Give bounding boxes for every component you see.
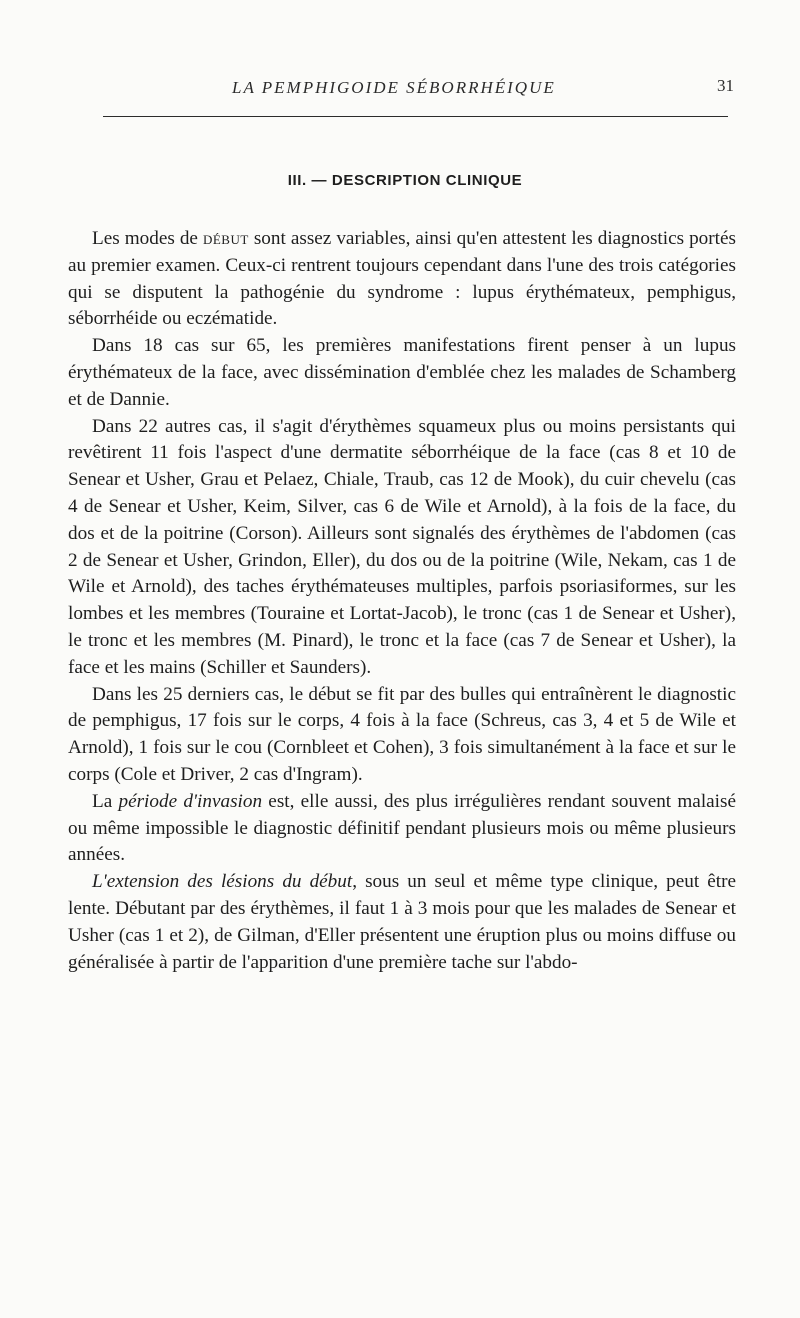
paragraph-6-italic: L'extension des lésions du début xyxy=(92,871,353,893)
header-rule xyxy=(103,116,728,117)
paragraph-5-start: La xyxy=(92,790,119,812)
paragraph-5-rest: est, elle aussi, des plus irrégulières rendant souvent malaisé ou même impossible le diagnostic définitif pendant plusieurs mois ou même plusieurs années. xyxy=(68,790,736,866)
paragraph-1-smallcaps: début xyxy=(202,228,249,249)
paragraph-1 xyxy=(68,226,736,333)
running-title: LA PEMPHIGOIDE SÉBORRHÉIQUE xyxy=(232,78,556,97)
paragraph-2: Dans 18 cas sur 65, les premières manifestations firent penser à un lupus érythémateux de la face, avec dissémination d'emblée chez les malades de Schamberg et de Dannie. xyxy=(68,335,736,410)
page-number: 31 xyxy=(717,76,734,95)
paragraph-3: Dans 22 autres cas, il s'agit d'érythèmes squameux plus ou moins persistants qui revêtirent 11 fois l'aspect d'une dermatite séborrhéique de la face (cas 8 et 10 de Senear et Usher, Grau et Pelaez, Chiale, Traub, cas 12 de Mook), du cuir chevelu (cas 4 de Senear et Usher, Keim, Silver, cas 6 de Wile et Arnold), à la fois de la face, du dos et de la poitrine (Corson). Ailleurs sont signalés des érythèmes de l'abdomen (cas 2 de Senear et Usher, Grindon, Eller), du dos ou de la poitrine (Wile, Nekam, cas 1 de Wile et Arnold), des taches érythémateuses multiples, parfois psoriasiformes, sur les lombes et les membres (Touraine et Lortat-Jacob), le tronc (cas 1 de Senear et Usher), le tronc et les membres (M. Pinard), le tronc et la face (cas 7 de Senear et Usher), la face et les mains (Schiller et Saunders). xyxy=(68,415,736,678)
section-heading-text: III. — DESCRIPTION CLINIQUE xyxy=(287,172,523,189)
running-header xyxy=(0,78,800,104)
paragraph-5-italic: période d'invasion xyxy=(118,790,263,812)
paragraph-5 xyxy=(68,789,736,869)
paragraph-6 xyxy=(68,869,736,976)
paragraph-4: Dans les 25 derniers cas, le début se fit par des bulles qui entraînèrent le diagnostic de pemphigus, 17 fois sur le corps, 4 fois à la face (Schreus, cas 3, 4 et 5 de Wile et Arnold), 1 fois sur le cou (Cornbleet et Cohen), 3 fois simultanément à la face et sur le corps (Cole et Driver, 2 cas d'Ingram). xyxy=(68,683,736,785)
paragraph-1-start: Les modes de xyxy=(92,228,203,249)
section-heading xyxy=(0,172,800,189)
paragraph-1-rest: sont assez variables, ainsi qu'en attestent les diagnostics portés au premier examen. Ceux-ci rentrent toujours cependant dans l'une des trois catégories qui se disputent la pathogénie du syndrome : lupus érythémateux, pemphigus, séborrhéide ou eczématide. xyxy=(68,228,736,330)
paragraph-6-rest: , sous un seul et même type clinique, peut être lente. Débutant par des érythèmes, il faut 1 à 3 mois pour que les malades de Senear et Usher (cas 1 et 2), de Gilman, d'Eller présentent une éruption plus ou moins diffuse ou généralisée à partir de l'apparition d'une première tache sur l'abdo- xyxy=(68,871,736,973)
body-text xyxy=(68,226,736,976)
